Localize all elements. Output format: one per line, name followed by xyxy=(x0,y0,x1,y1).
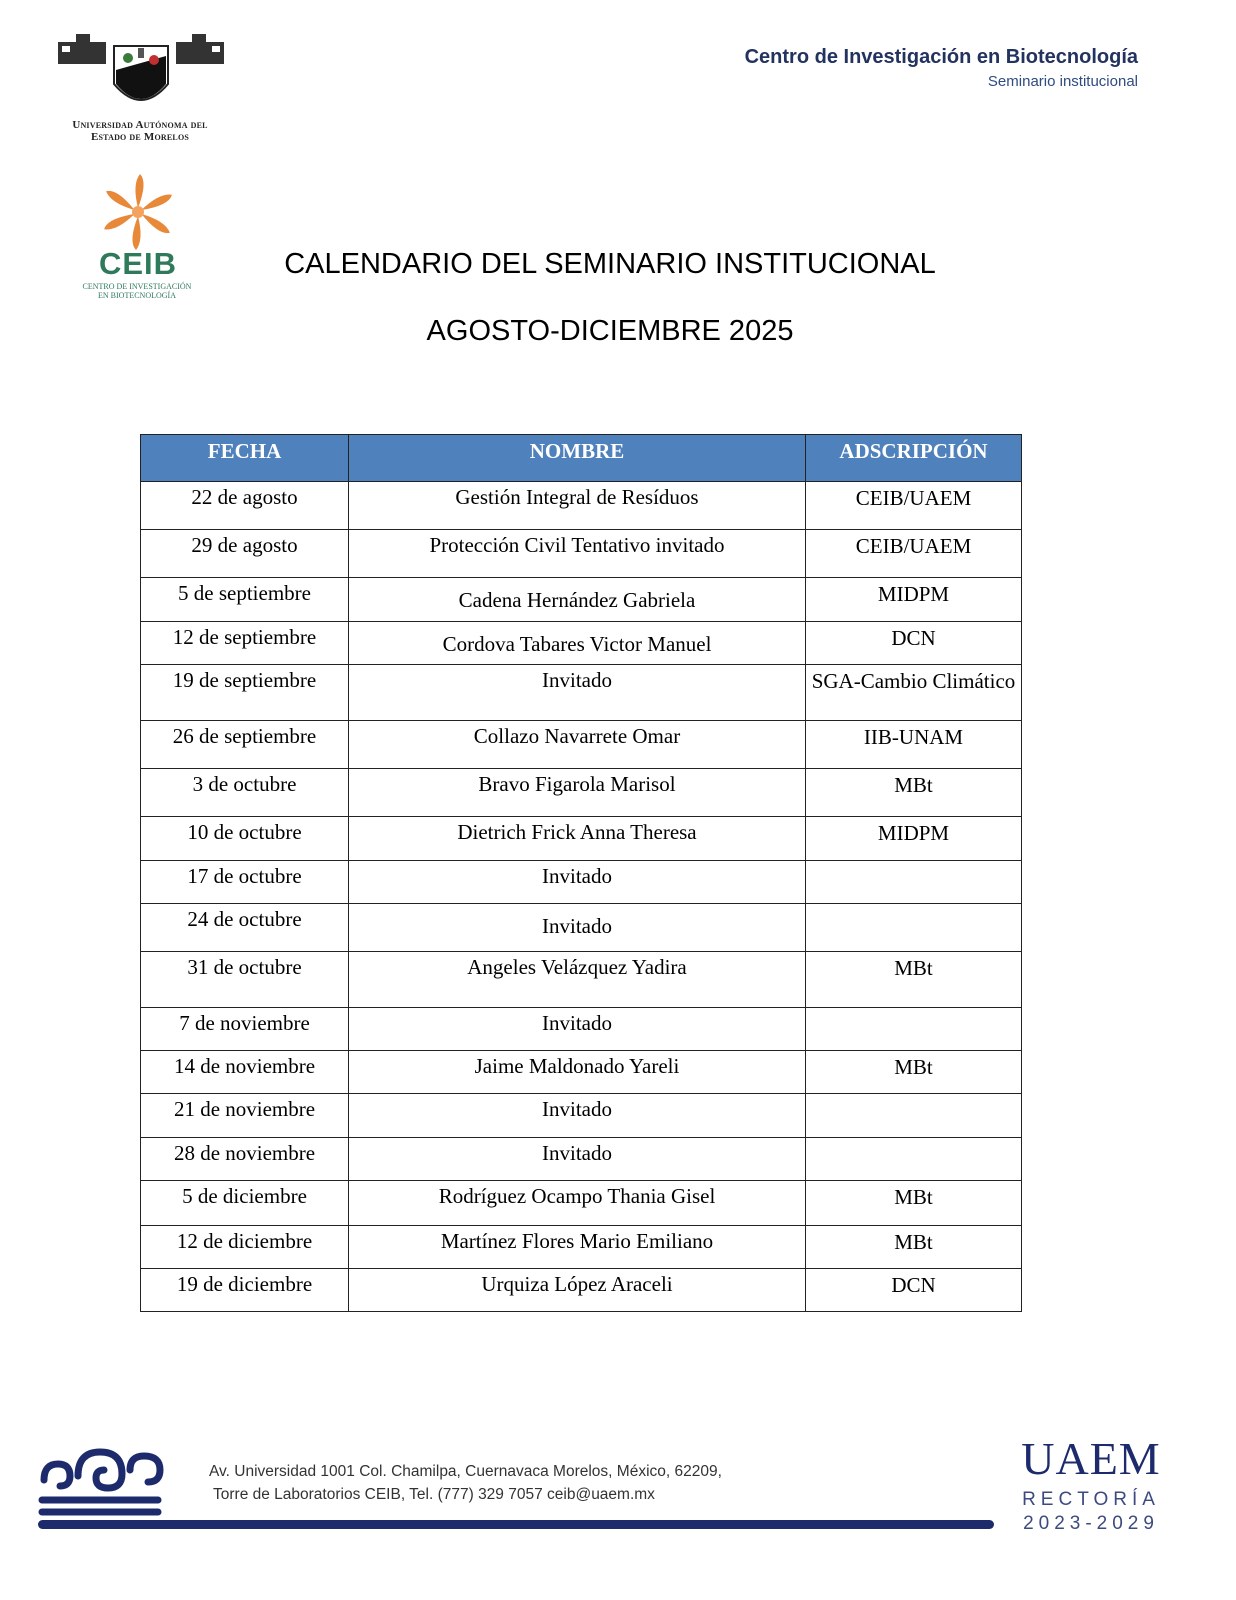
header-adscripcion: ADSCRIPCIÓN xyxy=(806,435,1022,482)
footer-divider-bar xyxy=(38,1520,994,1529)
cell-fecha: 21 de noviembre xyxy=(141,1094,349,1138)
rectoria-label xyxy=(1016,1488,1166,1536)
table-row xyxy=(141,952,1022,1008)
document-period: AGOSTO-DICIEMBRE 2025 xyxy=(426,315,794,347)
table-row xyxy=(141,482,1022,530)
cell-nombre: Invitado xyxy=(349,1008,806,1051)
table-row xyxy=(141,1094,1022,1138)
table-body xyxy=(141,482,1022,1312)
cell-fecha: 26 de septiembre xyxy=(141,721,349,769)
university-name-line1: Universidad Autónoma del xyxy=(72,119,208,131)
cell-nombre: Invitado xyxy=(349,861,806,904)
center-name: Centro de Investigación en Biotecnología xyxy=(744,46,1138,68)
university-name xyxy=(40,119,240,143)
cell-nombre: Gestión Integral de Resíduos xyxy=(349,482,806,530)
cell-nombre: Protección Civil Tentativo invitado xyxy=(349,530,806,578)
ceib-full-name xyxy=(72,282,202,300)
cell-fecha: 19 de diciembre xyxy=(141,1269,349,1312)
document-title xyxy=(0,248,1220,281)
cell-adscripcion: MBt xyxy=(806,1226,1022,1269)
cell-adscripcion: CEIB/UAEM xyxy=(806,530,1022,578)
cell-adscripcion: SGA-Cambio Climático xyxy=(806,665,1022,721)
cell-fecha: 12 de diciembre xyxy=(141,1226,349,1269)
uaem-wave-logo xyxy=(38,1440,168,1532)
cell-nombre: Bravo Figarola Marisol xyxy=(349,769,806,817)
table-row xyxy=(141,1051,1022,1094)
cell-nombre: Invitado xyxy=(349,1138,806,1181)
cell-adscripcion xyxy=(806,1008,1022,1051)
cell-nombre: Rodríguez Ocampo Thania Gisel xyxy=(349,1181,806,1226)
cell-fecha: 17 de octubre xyxy=(141,861,349,904)
table-row xyxy=(141,769,1022,817)
ceib-full-name-line1: CENTRO DE INVESTIGACIÓN xyxy=(82,282,192,291)
cell-nombre: Angeles Velázquez Yadira xyxy=(349,952,806,1008)
cell-fecha: 14 de noviembre xyxy=(141,1051,349,1094)
cell-nombre: Collazo Navarrete Omar xyxy=(349,721,806,769)
table-row xyxy=(141,1181,1022,1226)
university-name-line2: Estado de Morelos xyxy=(90,131,190,143)
footer-address xyxy=(209,1460,722,1506)
header-nombre: NOMBRE xyxy=(349,435,806,482)
footer-address-line1: Av. Universidad 1001 Col. Chamilpa, Cuernavaca Morelos, México, 62209, xyxy=(209,1463,722,1480)
table-row xyxy=(141,665,1022,721)
cell-nombre: Cordova Tabares Victor Manuel xyxy=(349,622,806,665)
cell-nombre: Invitado xyxy=(349,665,806,721)
table-row xyxy=(141,1138,1022,1181)
rectoria-text: RECTORÍA xyxy=(1022,1489,1160,1510)
uaem-wordmark: UAEM xyxy=(1021,1433,1161,1484)
cell-fecha: 22 de agosto xyxy=(141,482,349,530)
table-row xyxy=(141,861,1022,904)
ceib-full-name-line2: EN BIOTECNOLOGÍA xyxy=(98,291,176,300)
cell-fecha: 7 de noviembre xyxy=(141,1008,349,1051)
table-row xyxy=(141,622,1022,665)
table-header-row xyxy=(141,435,1022,482)
cell-nombre: Martínez Flores Mario Emiliano xyxy=(349,1226,806,1269)
table-row xyxy=(141,817,1022,861)
cell-nombre: Jaime Maldonado Yareli xyxy=(349,1051,806,1094)
cell-fecha: 24 de octubre xyxy=(141,904,349,952)
ceib-acronym: CEIB xyxy=(98,246,178,281)
cell-fecha: 3 de octubre xyxy=(141,769,349,817)
table-row xyxy=(141,578,1022,622)
cell-fecha: 29 de agosto xyxy=(141,530,349,578)
cell-adscripcion: MBt xyxy=(806,1051,1022,1094)
cell-nombre: Cadena Hernández Gabriela xyxy=(349,578,806,622)
cell-fecha: 12 de septiembre xyxy=(141,622,349,665)
cell-nombre: Invitado xyxy=(349,1094,806,1138)
cell-fecha: 19 de septiembre xyxy=(141,665,349,721)
cell-fecha: 5 de diciembre xyxy=(141,1181,349,1226)
table-row xyxy=(141,530,1022,578)
table-row xyxy=(141,1008,1022,1051)
cell-adscripcion: MIDPM xyxy=(806,578,1022,622)
header-fecha: FECHA xyxy=(141,435,349,482)
center-subtitle: Seminario institucional xyxy=(987,73,1138,90)
cell-adscripcion xyxy=(806,1138,1022,1181)
cell-nombre: Invitado xyxy=(349,904,806,952)
footer-address-line2: Torre de Laboratorios CEIB, Tel. (777) 329 7057 ceib@uaem.mx xyxy=(213,1486,655,1503)
cell-adscripcion: MBt xyxy=(806,952,1022,1008)
ceib-flower-icon xyxy=(98,172,178,252)
cell-nombre: Dietrich Frick Anna Theresa xyxy=(349,817,806,861)
cell-adscripcion: IIB-UNAM xyxy=(806,721,1022,769)
cell-adscripcion: MBt xyxy=(806,769,1022,817)
table-row xyxy=(141,721,1022,769)
cell-adscripcion: MIDPM xyxy=(806,817,1022,861)
cell-adscripcion: DCN xyxy=(806,1269,1022,1312)
table-row xyxy=(141,1269,1022,1312)
cell-adscripcion xyxy=(806,904,1022,952)
cell-adscripcion: DCN xyxy=(806,622,1022,665)
seminar-schedule-table xyxy=(140,434,1022,1312)
cell-fecha: 28 de noviembre xyxy=(141,1138,349,1181)
document-title-text: CALENDARIO DEL SEMINARIO INSTITUCIONAL xyxy=(284,248,936,280)
cell-nombre: Urquiza López Araceli xyxy=(349,1269,806,1312)
table-row xyxy=(141,904,1022,952)
uaem-crest-logo xyxy=(56,34,226,114)
cell-fecha: 31 de octubre xyxy=(141,952,349,1008)
cell-adscripcion: MBt xyxy=(806,1181,1022,1226)
table-row xyxy=(141,1226,1022,1269)
rectoria-years: 2023-2029 xyxy=(1023,1513,1159,1534)
cell-fecha: 5 de septiembre xyxy=(141,578,349,622)
cell-adscripcion xyxy=(806,1094,1022,1138)
cell-fecha: 10 de octubre xyxy=(141,817,349,861)
cell-adscripcion xyxy=(806,861,1022,904)
cell-adscripcion: CEIB/UAEM xyxy=(806,482,1022,530)
